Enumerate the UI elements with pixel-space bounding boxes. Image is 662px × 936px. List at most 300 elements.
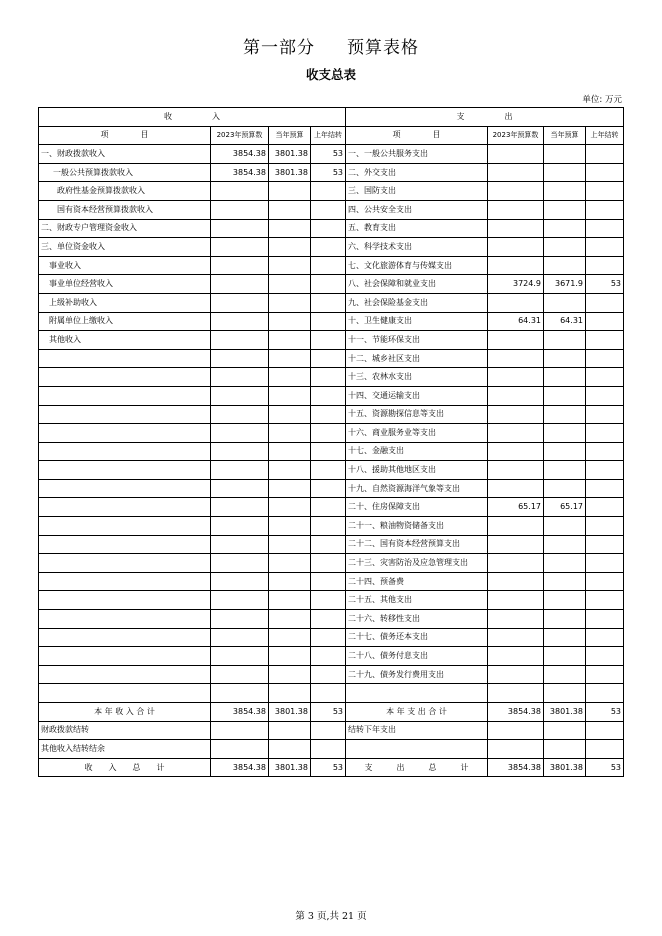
expense-label: 五、教育支出 (346, 219, 488, 238)
income-label (39, 461, 211, 480)
income-label: 附属单位上缴收入 (39, 312, 211, 331)
page-title (0, 33, 662, 58)
table-row (39, 479, 624, 498)
income-budget (211, 312, 269, 331)
income-label: 二、财政专户管理资金收入 (39, 219, 211, 238)
expense-budget (488, 628, 544, 647)
income-current-header: 当年预算 (269, 126, 311, 145)
expense-current (544, 200, 586, 219)
expense-current (544, 405, 586, 424)
income-current (269, 293, 311, 312)
income-current (269, 405, 311, 424)
expense-label: 二十六、转移性支出 (346, 610, 488, 629)
income-label (39, 591, 211, 610)
expense-carry (586, 572, 624, 591)
expense-carry (586, 349, 624, 368)
income-carry (311, 461, 346, 480)
column-header-row (39, 126, 624, 145)
expense-budget (488, 684, 544, 703)
expense-current (544, 721, 586, 740)
unit-label: 单位: 万元 (582, 95, 622, 105)
carry-row (39, 721, 624, 740)
expense-carry (586, 145, 624, 164)
expense-current (544, 572, 586, 591)
expense-carry (586, 628, 624, 647)
table-row (39, 238, 624, 257)
table-row (39, 610, 624, 629)
income-carry (311, 740, 346, 759)
income-carry (311, 182, 346, 201)
section-header-row (39, 108, 624, 127)
expense-carry: 53 (586, 703, 624, 722)
income-carry: 53 (311, 163, 346, 182)
expense-label: 二十四、预备费 (346, 572, 488, 591)
income-current (269, 665, 311, 684)
carry-row (39, 740, 624, 759)
income-budget (211, 238, 269, 257)
expense-current (544, 647, 586, 666)
expense-current (544, 628, 586, 647)
income-carry (311, 275, 346, 294)
expense-item-header: 项 目 (346, 126, 488, 145)
expense-budget (488, 163, 544, 182)
income-budget (211, 293, 269, 312)
income-carry (311, 256, 346, 275)
income-carry (311, 721, 346, 740)
income-current (269, 461, 311, 480)
expense-budget (488, 219, 544, 238)
expense-current (544, 461, 586, 480)
income-budget (211, 721, 269, 740)
grand-total-row (39, 758, 624, 777)
table-row (39, 461, 624, 480)
income-label: 收 入 总 计 (39, 758, 211, 777)
table-body (39, 108, 624, 777)
income-carry (311, 386, 346, 405)
income-label: 其他收入 (39, 331, 211, 350)
expense-budget (488, 535, 544, 554)
income-carry (311, 238, 346, 257)
table-row (39, 293, 624, 312)
income-carry (311, 405, 346, 424)
income-current (269, 628, 311, 647)
expense-budget (488, 517, 544, 536)
expense-current (544, 684, 586, 703)
table-row (39, 665, 624, 684)
expense-carry (586, 200, 624, 219)
expense-label: 十六、商业服务业等支出 (346, 424, 488, 443)
income-label (39, 442, 211, 461)
income-budget: 3854.38 (211, 703, 269, 722)
income-carry (311, 331, 346, 350)
expense-label: 六、科学技术支出 (346, 238, 488, 257)
expense-label: 十三、农林水支出 (346, 368, 488, 387)
expense-current (544, 256, 586, 275)
income-budget (211, 182, 269, 201)
income-current (269, 182, 311, 201)
expense-current (544, 740, 586, 759)
expense-carry: 53 (586, 275, 624, 294)
income-current (269, 498, 311, 517)
expense-budget (488, 665, 544, 684)
table-row (39, 312, 624, 331)
year-total-row (39, 703, 624, 722)
income-label (39, 517, 211, 536)
expense-budget (488, 405, 544, 424)
income-label (39, 479, 211, 498)
table-row (39, 256, 624, 275)
income-label: 国有资本经营预算拨款收入 (39, 200, 211, 219)
income-label: 财政拨款结转 (39, 721, 211, 740)
expense-carry (586, 256, 624, 275)
expense-current (544, 182, 586, 201)
expense-current (544, 665, 586, 684)
income-current (269, 386, 311, 405)
income-current (269, 740, 311, 759)
table-row (39, 405, 624, 424)
table-row (39, 200, 624, 219)
income-current: 3801.38 (269, 758, 311, 777)
expense-label: 支 出 总 计 (346, 758, 488, 777)
income-budget (211, 517, 269, 536)
expense-budget: 3724.9 (488, 275, 544, 294)
expense-budget (488, 461, 544, 480)
income-label: 事业收入 (39, 256, 211, 275)
expense-current (544, 219, 586, 238)
income-budget: 3854.38 (211, 163, 269, 182)
expense-carry (586, 591, 624, 610)
expense-current (544, 386, 586, 405)
expense-label: 十、卫生健康支出 (346, 312, 488, 331)
income-label (39, 554, 211, 573)
income-current (269, 275, 311, 294)
income-label: 上级补助收入 (39, 293, 211, 312)
income-label: 本 年 收 入 合 计 (39, 703, 211, 722)
income-carry (311, 442, 346, 461)
income-current (269, 554, 311, 573)
expense-carry (586, 461, 624, 480)
income-label (39, 610, 211, 629)
income-carry (311, 665, 346, 684)
expense-label: 十二、城乡社区支出 (346, 349, 488, 368)
expense-carry (586, 442, 624, 461)
income-carry (311, 312, 346, 331)
income-budget (211, 368, 269, 387)
expense-label (346, 740, 488, 759)
expense-carry (586, 312, 624, 331)
expense-current (544, 591, 586, 610)
income-budget (211, 219, 269, 238)
expense-current: 3801.38 (544, 758, 586, 777)
income-current (269, 312, 311, 331)
income-label (39, 424, 211, 443)
income-budget: 3854.38 (211, 758, 269, 777)
income-budget (211, 554, 269, 573)
income-carry (311, 628, 346, 647)
income-current (269, 721, 311, 740)
expense-current (544, 442, 586, 461)
income-label (39, 535, 211, 554)
table-row (39, 684, 624, 703)
income-budget (211, 628, 269, 647)
expense-current: 64.31 (544, 312, 586, 331)
expense-label: 二十九、债务发行费用支出 (346, 665, 488, 684)
expense-budget (488, 200, 544, 219)
income-carry (311, 610, 346, 629)
expense-budget (488, 591, 544, 610)
expense-budget (488, 479, 544, 498)
expense-carry (586, 219, 624, 238)
income-budget (211, 572, 269, 591)
income-budget (211, 610, 269, 629)
income-label: 三、单位资金收入 (39, 238, 211, 257)
income-current (269, 572, 311, 591)
table-row (39, 386, 624, 405)
income-budget (211, 386, 269, 405)
expense-current (544, 535, 586, 554)
income-budget (211, 200, 269, 219)
expense-budget (488, 424, 544, 443)
table-row (39, 554, 624, 573)
expense-carry (586, 163, 624, 182)
table-row (39, 331, 624, 350)
income-budget (211, 275, 269, 294)
income-label (39, 628, 211, 647)
expense-carry (586, 405, 624, 424)
income-budget (211, 349, 269, 368)
expense-label: 九、社会保险基金支出 (346, 293, 488, 312)
table-row (39, 535, 624, 554)
income-label (39, 349, 211, 368)
income-label: 事业单位经营收入 (39, 275, 211, 294)
income-budget: 3854.38 (211, 145, 269, 164)
income-current (269, 331, 311, 350)
income-current (269, 256, 311, 275)
income-current (269, 647, 311, 666)
expense-carry (586, 182, 624, 201)
expense-current (544, 517, 586, 536)
income-label (39, 647, 211, 666)
expense-carry (586, 386, 624, 405)
expense-carry (586, 517, 624, 536)
expense-carry (586, 535, 624, 554)
income-current (269, 535, 311, 554)
expense-budget (488, 572, 544, 591)
expense-current: 3801.38 (544, 703, 586, 722)
expense-carry (586, 479, 624, 498)
table-row (39, 517, 624, 536)
expense-carry (586, 293, 624, 312)
table-row (39, 368, 624, 387)
expense-budget (488, 647, 544, 666)
expense-label: 十四、交通运输支出 (346, 386, 488, 405)
expense-current (544, 238, 586, 257)
expense-budget (488, 145, 544, 164)
income-budget (211, 665, 269, 684)
income-carry: 53 (311, 703, 346, 722)
expense-carry (586, 740, 624, 759)
income-label (39, 684, 211, 703)
income-budget (211, 498, 269, 517)
expense-current (544, 331, 586, 350)
income-budget (211, 331, 269, 350)
expense-carry (586, 331, 624, 350)
table-row (39, 349, 624, 368)
expense-label: 四、公共安全支出 (346, 200, 488, 219)
expense-budget: 3854.38 (488, 703, 544, 722)
expense-budget: 65.17 (488, 498, 544, 517)
budget-summary-table (38, 107, 624, 777)
expense-label: 十九、自然资源海洋气象等支出 (346, 479, 488, 498)
income-budget (211, 479, 269, 498)
expense-carry (586, 684, 624, 703)
income-current (269, 591, 311, 610)
expense-carry: 53 (586, 758, 624, 777)
expense-current (544, 424, 586, 443)
income-carry (311, 535, 346, 554)
expense-carry (586, 424, 624, 443)
expense-budget (488, 386, 544, 405)
income-carry (311, 647, 346, 666)
income-carry (311, 572, 346, 591)
expense-current (544, 293, 586, 312)
title-part: 第一部分 (243, 38, 315, 58)
expense-current (544, 610, 586, 629)
expense-budget (488, 442, 544, 461)
income-current (269, 684, 311, 703)
expense-carry (586, 610, 624, 629)
expense-carry (586, 665, 624, 684)
table-row (39, 424, 624, 443)
expense-label: 十七、金融支出 (346, 442, 488, 461)
expense-label: 三、国防支出 (346, 182, 488, 201)
expense-label: 二十二、国有资本经营预算支出 (346, 535, 488, 554)
table-row (39, 275, 624, 294)
expense-label: 八、社会保障和就业支出 (346, 275, 488, 294)
income-budget (211, 405, 269, 424)
expense-budget (488, 740, 544, 759)
income-budget (211, 740, 269, 759)
table-row (39, 572, 624, 591)
income-label: 一、财政拨款收入 (39, 145, 211, 164)
expense-label: 二、外交支出 (346, 163, 488, 182)
expense-label: 结转下年支出 (346, 721, 488, 740)
title-name: 预算表格 (347, 38, 419, 58)
table-row (39, 442, 624, 461)
income-carry (311, 293, 346, 312)
expense-current (544, 554, 586, 573)
expense-label: 十五、资源勘探信息等支出 (346, 405, 488, 424)
expense-label (346, 684, 488, 703)
income-budget (211, 424, 269, 443)
income-budget (211, 442, 269, 461)
income-current (269, 238, 311, 257)
income-label (39, 386, 211, 405)
income-item-header: 项 目 (39, 126, 211, 145)
expense-carry (586, 721, 624, 740)
expense-label: 本 年 支 出 合 计 (346, 703, 488, 722)
income-carry (311, 200, 346, 219)
table-row (39, 219, 624, 238)
income-current: 3801.38 (269, 163, 311, 182)
expense-header: 支 出 (346, 108, 624, 127)
income-current (269, 442, 311, 461)
income-label (39, 368, 211, 387)
expense-current: 65.17 (544, 498, 586, 517)
expense-budget (488, 610, 544, 629)
income-carry (311, 591, 346, 610)
income-label (39, 665, 211, 684)
expense-label: 二十八、债务付息支出 (346, 647, 488, 666)
expense-carry (586, 368, 624, 387)
income-carry (311, 368, 346, 387)
income-current (269, 424, 311, 443)
income-label (39, 572, 211, 591)
expense-current (544, 145, 586, 164)
expense-label: 二十五、其他支出 (346, 591, 488, 610)
table-row (39, 498, 624, 517)
income-current (269, 517, 311, 536)
expense-budget (488, 721, 544, 740)
table-row (39, 591, 624, 610)
expense-current (544, 163, 586, 182)
table-row (39, 163, 624, 182)
income-carry (311, 219, 346, 238)
income-budget (211, 256, 269, 275)
income-current (269, 349, 311, 368)
expense-budget: 3854.38 (488, 758, 544, 777)
income-carry (311, 684, 346, 703)
expense-budget-header: 2023年预算数 (488, 126, 544, 145)
income-label: 一般公共预算拨款收入 (39, 163, 211, 182)
expense-current-header: 当年预算 (544, 126, 586, 145)
expense-carry (586, 647, 624, 666)
table-subtitle: 收支总表 (305, 67, 356, 82)
expense-label: 十一、节能环保支出 (346, 331, 488, 350)
expense-current (544, 349, 586, 368)
expense-carry (586, 498, 624, 517)
expense-budget (488, 331, 544, 350)
expense-carry-header: 上年结转 (586, 126, 624, 145)
income-carry (311, 479, 346, 498)
expense-carry (586, 554, 624, 573)
income-carry (311, 517, 346, 536)
expense-label: 二十一、粮油物资储备支出 (346, 517, 488, 536)
expense-label: 二十七、债务还本支出 (346, 628, 488, 647)
income-label: 其他收入结转结余 (39, 740, 211, 759)
income-current (269, 610, 311, 629)
table-row (39, 647, 624, 666)
income-carry (311, 554, 346, 573)
expense-budget (488, 182, 544, 201)
table-row (39, 182, 624, 201)
expense-budget (488, 238, 544, 257)
expense-budget (488, 349, 544, 368)
income-header: 收 入 (39, 108, 346, 127)
table-row (39, 628, 624, 647)
expense-label: 二十、住房保障支出 (346, 498, 488, 517)
income-current: 3801.38 (269, 703, 311, 722)
expense-budget: 64.31 (488, 312, 544, 331)
income-budget (211, 647, 269, 666)
income-label (39, 498, 211, 517)
income-current (269, 219, 311, 238)
expense-label: 十八、援助其他地区支出 (346, 461, 488, 480)
income-carry: 53 (311, 758, 346, 777)
income-budget-header: 2023年预算数 (211, 126, 269, 145)
income-carry-header: 上年结转 (311, 126, 346, 145)
income-carry (311, 424, 346, 443)
